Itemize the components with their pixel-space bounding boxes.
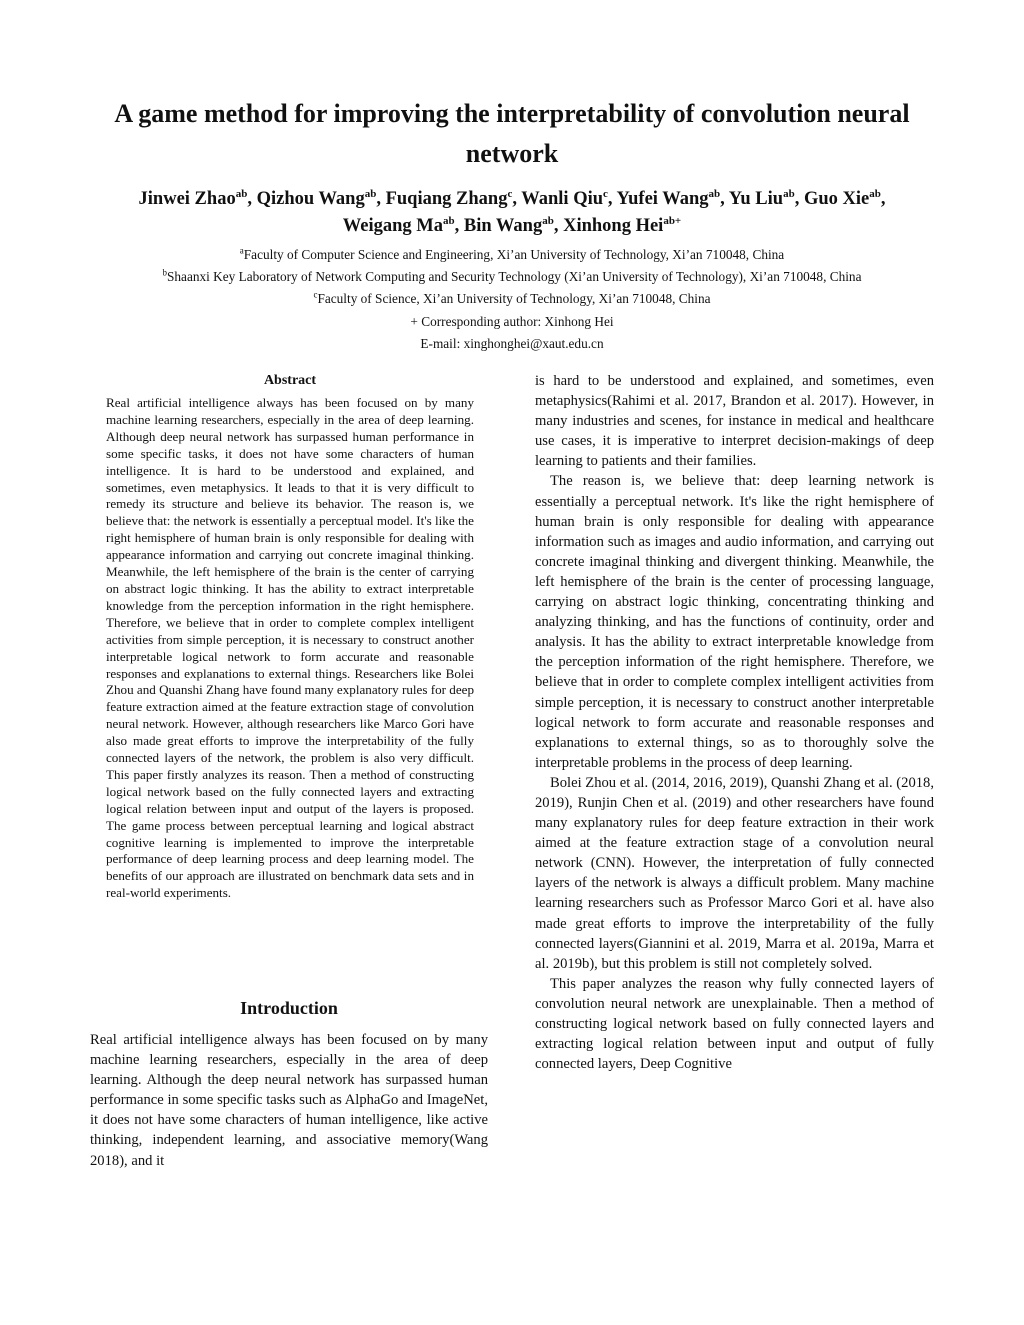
paragraph-contribution: This paper analyzes the reason why fully connected layers of convolution neural network are unexplainable. Then a method of constructing logical network based on fully connected layers and extracting logical relation between input and output of fully connected layers, Deep Cognitive — [535, 975, 934, 1073]
email-address: E-mail: xinghonghei@xaut.edu.cn — [420, 335, 604, 351]
affiliations — [60, 244, 964, 355]
affiliation-b: $^b$Shaanxi Key Laboratory of Network Computing and Security Technology (Xi’an University of Technology), Xi’an 710048, China — [162, 267, 862, 285]
affiliation-a: $^a$Faculty of Computer Science and Engineering, Xi’an University of Technology, Xi’an 710048, China — [239, 245, 785, 262]
author: Wanli Qiu$^c$, — [521, 187, 617, 209]
author: Yufei Wang$^{ab}$, — [616, 187, 729, 209]
abstract-heading: Abstract — [263, 373, 317, 388]
abstract-text: Real artificial intelligence always has been focused on by many machine learning researchers, especially in the area of deep learning. Although deep neural network has surpassed human performance in some specific tasks, it does not have some characters of human intelligence. It is hard to be understood and explained, and sometimes, even metaphysics. It leads to that it is very difficult to remedy its structure and believe its behavior. The reason is, we believe that: the network is essentially a perceptual model. It's like the right hemisphere of human brain is only responsible for dealing with appearance information and carrying out concrete imaginal thinking. Meanwhile, the left hemisphere of the brain is the center of carrying on abstract logic thinking. It has the ability to extract interpretable knowledge from the perception information in the right hemisphere. Therefore, we believe that in order to complete complex intelligent activities from simple perception, it is necessary to construct another interpretable logical network to form accurate and reasonable responses and explanations to external things. Researchers like Bolei Zhou and Quanshi Zhang have found many explanatory rules for deep feature extraction aimed at the feature extraction stage of convolution neural network. However, although researchers like Marco Gori have also made great efforts to improve the interpretability of the fully connected layers of the network, the problem is also very difficult. This paper firstly analyzes its reason. Then a method of constructing logical network based on the fully connected layers and extracting logical relation between input and output of the layers is proposed. The game process between perceptual learning and logical abstract cognitive learning is implemented to improve the interpretable performance of deep learning process and deep learning model. The benefits of our approach are illustrated on benchmark data sets and in real-world experiments. — [106, 395, 474, 901]
paper-title: A game method for improving the interpretability of convolution neural network — [114, 99, 910, 168]
author: Xinhong Hei$^{ab+}$ — [563, 214, 682, 236]
right-column — [535, 371, 934, 1074]
paragraph-continuation: is hard to be understood and explained, and sometimes, even metaphysics(Rahimi et al. 2017, Brandon et al. 2017). However, in many industries and scenes, for instance in medical and healthcare use cases, it is imperative to interpret decision-makings of deep learning to patients and their families. — [535, 373, 934, 470]
author: Guo Xie$^{ab}$, — [803, 187, 886, 209]
author: Weigang $Ma^{ab}$, — [342, 214, 464, 236]
paragraph-related-work: Bolei Zhou et al. (2014, 2016, 2019), Quanshi Zhang et al. (2018, 2019), Runjin Chen et al. (2019) and other researchers have found many explanatory rules for deep feature extraction in their work aimed at the feature extraction stage of a convolution neural network (CNN). However, the interpretation of fully connected layers of the network is always a difficult problem. Many machine learning researchers such as Professor Marco Gori et al. have also made great efforts to improve the interpretability of the fully connected layers(Giannini et al. 2019, Marra et al. 2019a, Marra et al. 2019b), but this problem is still not completely solved. — [535, 774, 934, 972]
introduction-paragraph: Real artificial intelligence always has been focused on by many machine learning researchers, especially in the area of deep learning. Although the deep neural network has surpassed human performance in some specific tasks such as AlphaGo and ImageNet, it does not have some characters of human intelligence, like active thinking, independent learning, and associative memory(Wang 2018), and it — [90, 1032, 488, 1169]
author: Qizhou Wang$^{ab}$, — [256, 187, 386, 209]
introduction-heading: Introduction — [240, 998, 338, 1018]
paragraph-reason: The reason is, we believe that: deep learning network is essentially a perceptual network. It's like the right hemisphere of human brain is only responsible for dealing with appearance information such as images and audio information, and carrying out concrete imaginal thinking and divergent thinking. Meanwhile, the left hemisphere of the brain is the center of processing language, carrying on abstract logic thinking, concentrating thinking and analyzing thinking, and has the functions of continuity, order and analysis. It has the ability to extract interpretable knowledge from the perception information of the right hemisphere. Therefore, we believe that in order to complete complex intelligent activities from simple perception, it is necessary to construct another interpretable logical network to form accurate and reasonable responses and explanations to external things, so as to thoroughly solve the interpretable problems in the process of deep learning. — [535, 473, 934, 771]
abstract-column — [106, 395, 474, 902]
author-list — [70, 186, 954, 240]
author: Yu Liu$^{ab}$, — [728, 187, 804, 209]
author: Jinwei Zhao$^{ab}$, — [138, 187, 257, 209]
author: Bin Wang$^{ab}$, — [463, 214, 564, 236]
author: Fuqiang Zhang$^c$, — [385, 187, 522, 209]
introduction-column — [90, 1030, 488, 1171]
affiliation-c: $^c$Faculty of Science, Xi’an University of Technology, Xi’an 710048, China — [313, 289, 711, 307]
corresponding-author: + Corresponding author: Xinhong Hei — [410, 313, 614, 329]
